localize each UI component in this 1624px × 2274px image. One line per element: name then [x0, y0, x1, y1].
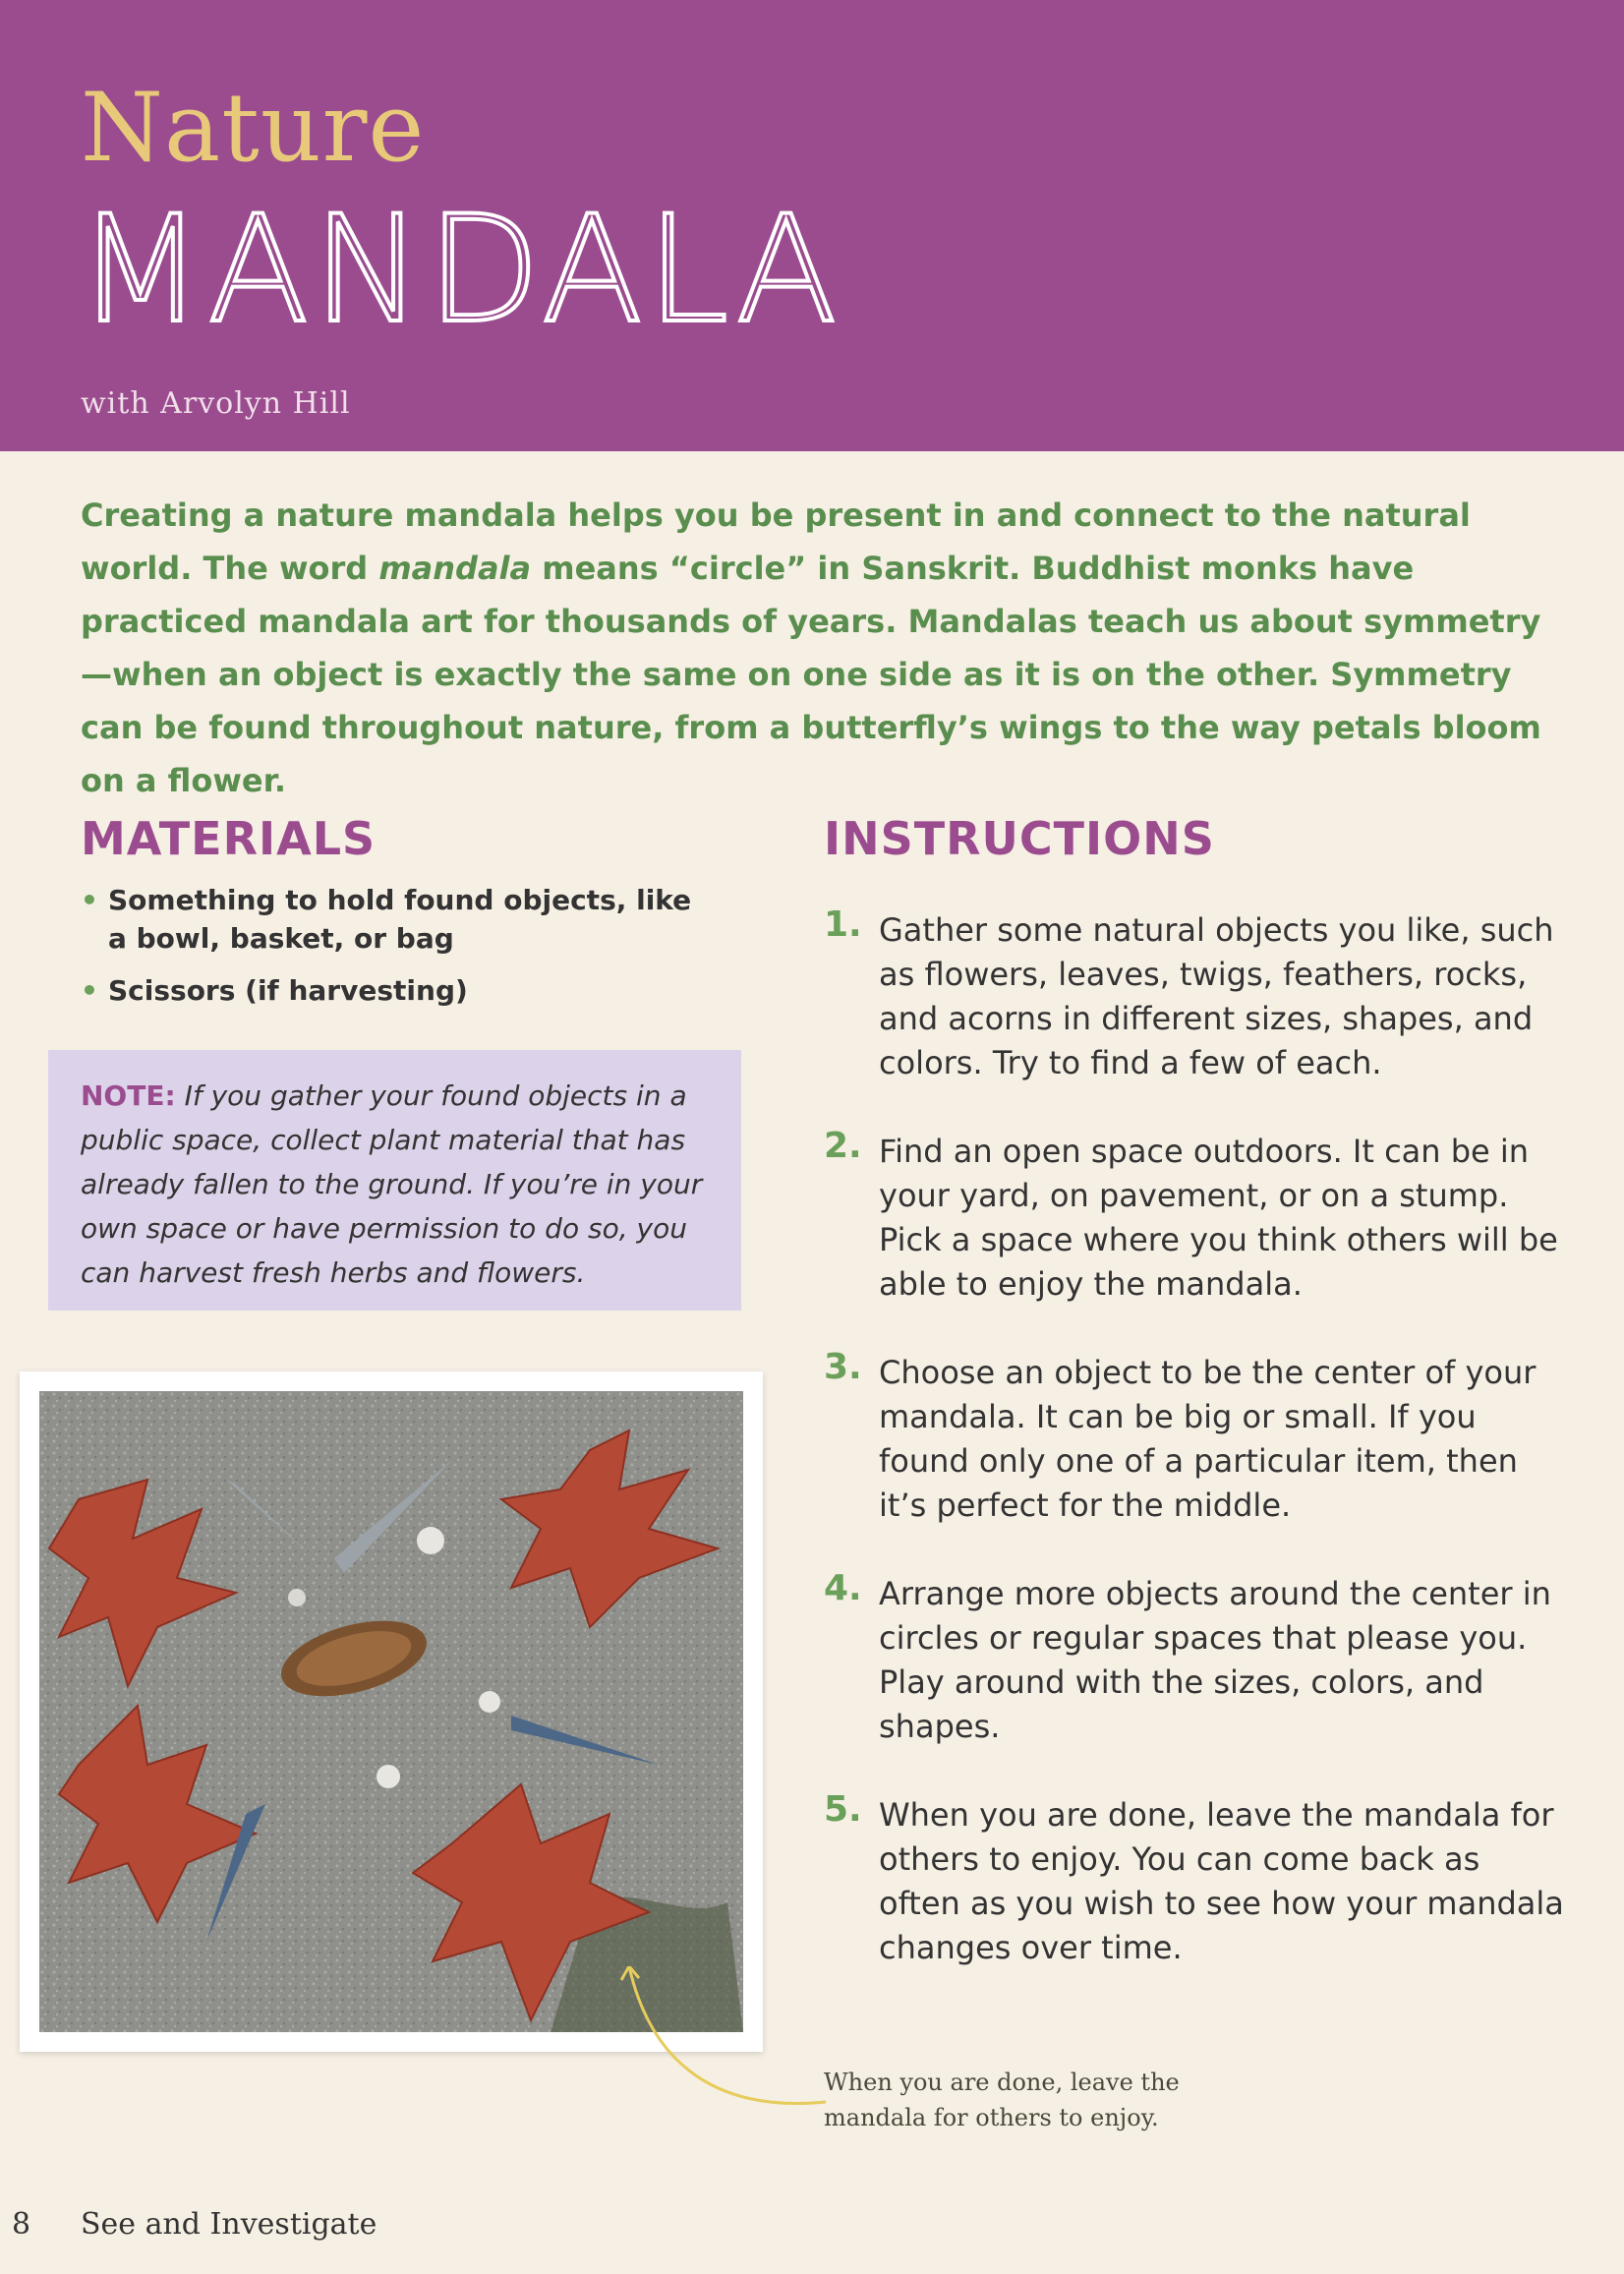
byline: with Arvolyn Hill — [81, 386, 351, 421]
header-banner — [0, 0, 1624, 451]
instructions-heading: INSTRUCTIONS — [824, 812, 1215, 865]
instructions-list — [824, 904, 1571, 2014]
note-box — [48, 1050, 741, 1311]
list-item — [824, 1126, 1571, 1307]
note-text — [81, 1074, 729, 1295]
material-text: Scissors (if harvesting) — [108, 974, 468, 1007]
note-label: NOTE: — [81, 1079, 176, 1112]
step-number: 3. — [824, 1347, 862, 1387]
step-number: 1. — [824, 904, 862, 945]
title-nature: Nature — [81, 73, 426, 183]
step-text: Arrange more objects around the center in circles or regular spaces that please you. Play around with the sizes, colors, and shapes. — [879, 1575, 1551, 1745]
materials-list — [81, 881, 710, 1023]
caption-pointer-line — [619, 1966, 836, 2124]
step-text: Gather some natural objects you like, such as flowers, leaves, twigs, feathers, rocks, and acorns in different sizes, shapes, and colors. Try to find a few of each. — [879, 911, 1554, 1081]
list-item — [824, 1347, 1571, 1528]
intro-paragraph — [81, 489, 1555, 807]
mandala-photo — [39, 1391, 743, 2032]
title-mandala: MANDALA — [77, 185, 841, 356]
note-body: If you gather your found objects in a public space, collect plant material that has already fallen to the ground. If you’re in your own space or have permission to do so, you can harvest fresh herbs and flowers. — [81, 1079, 703, 1289]
step-text: Choose an object to be the center of your mandala. It can be big or small. If you found only one of a particular item, then it’s perfect for the middle. — [879, 1354, 1537, 1524]
bullet-icon: • — [81, 974, 98, 1007]
page-number: 8 — [12, 2207, 31, 2242]
material-text: Something to hold found objects, like a bowl, basket, or bag — [108, 884, 692, 955]
step-number: 5. — [824, 1789, 862, 1830]
step-number: 2. — [824, 1126, 862, 1166]
intro-text-part1: Creating a nature mandala helps you be present in and connect to the natural world. The word — [81, 496, 1471, 587]
list-item — [824, 1568, 1571, 1749]
step-text: Find an open space outdoors. It can be in your yard, on pavement, or on a stump. Pick a space where you think others will be able to enjoy the mandala. — [879, 1133, 1558, 1303]
step-number: 4. — [824, 1568, 862, 1608]
intro-emphasis: mandala — [378, 550, 532, 587]
photo-caption: When you are done, leave the mandala for others to enjoy. — [824, 2069, 1180, 2131]
list-item — [824, 904, 1571, 1085]
bullet-icon: • — [81, 884, 98, 916]
list-item — [81, 881, 710, 958]
step-text: When you are done, leave the mandala for others to enjoy. You can come back as often as you wish to see how your mandala changes over time. — [879, 1796, 1564, 1966]
section-name: See and Investigate — [81, 2207, 377, 2242]
intro-text-part2: means “circle” in Sanskrit. Buddhist monks have practiced mandala art for thousands of years. Mandalas teach us about symmetry—when an object is exactly the same on one side as it is on the other. Symmetry can be found throughout nature, from a butterfly’s wings to the way petals bloom on a flower. — [81, 550, 1541, 799]
materials-heading: MATERIALS — [81, 812, 377, 865]
photo-frame — [20, 1371, 763, 2052]
list-item — [81, 971, 710, 1010]
list-item — [824, 1789, 1571, 1970]
mandala-photo-illustration — [39, 1391, 743, 2032]
